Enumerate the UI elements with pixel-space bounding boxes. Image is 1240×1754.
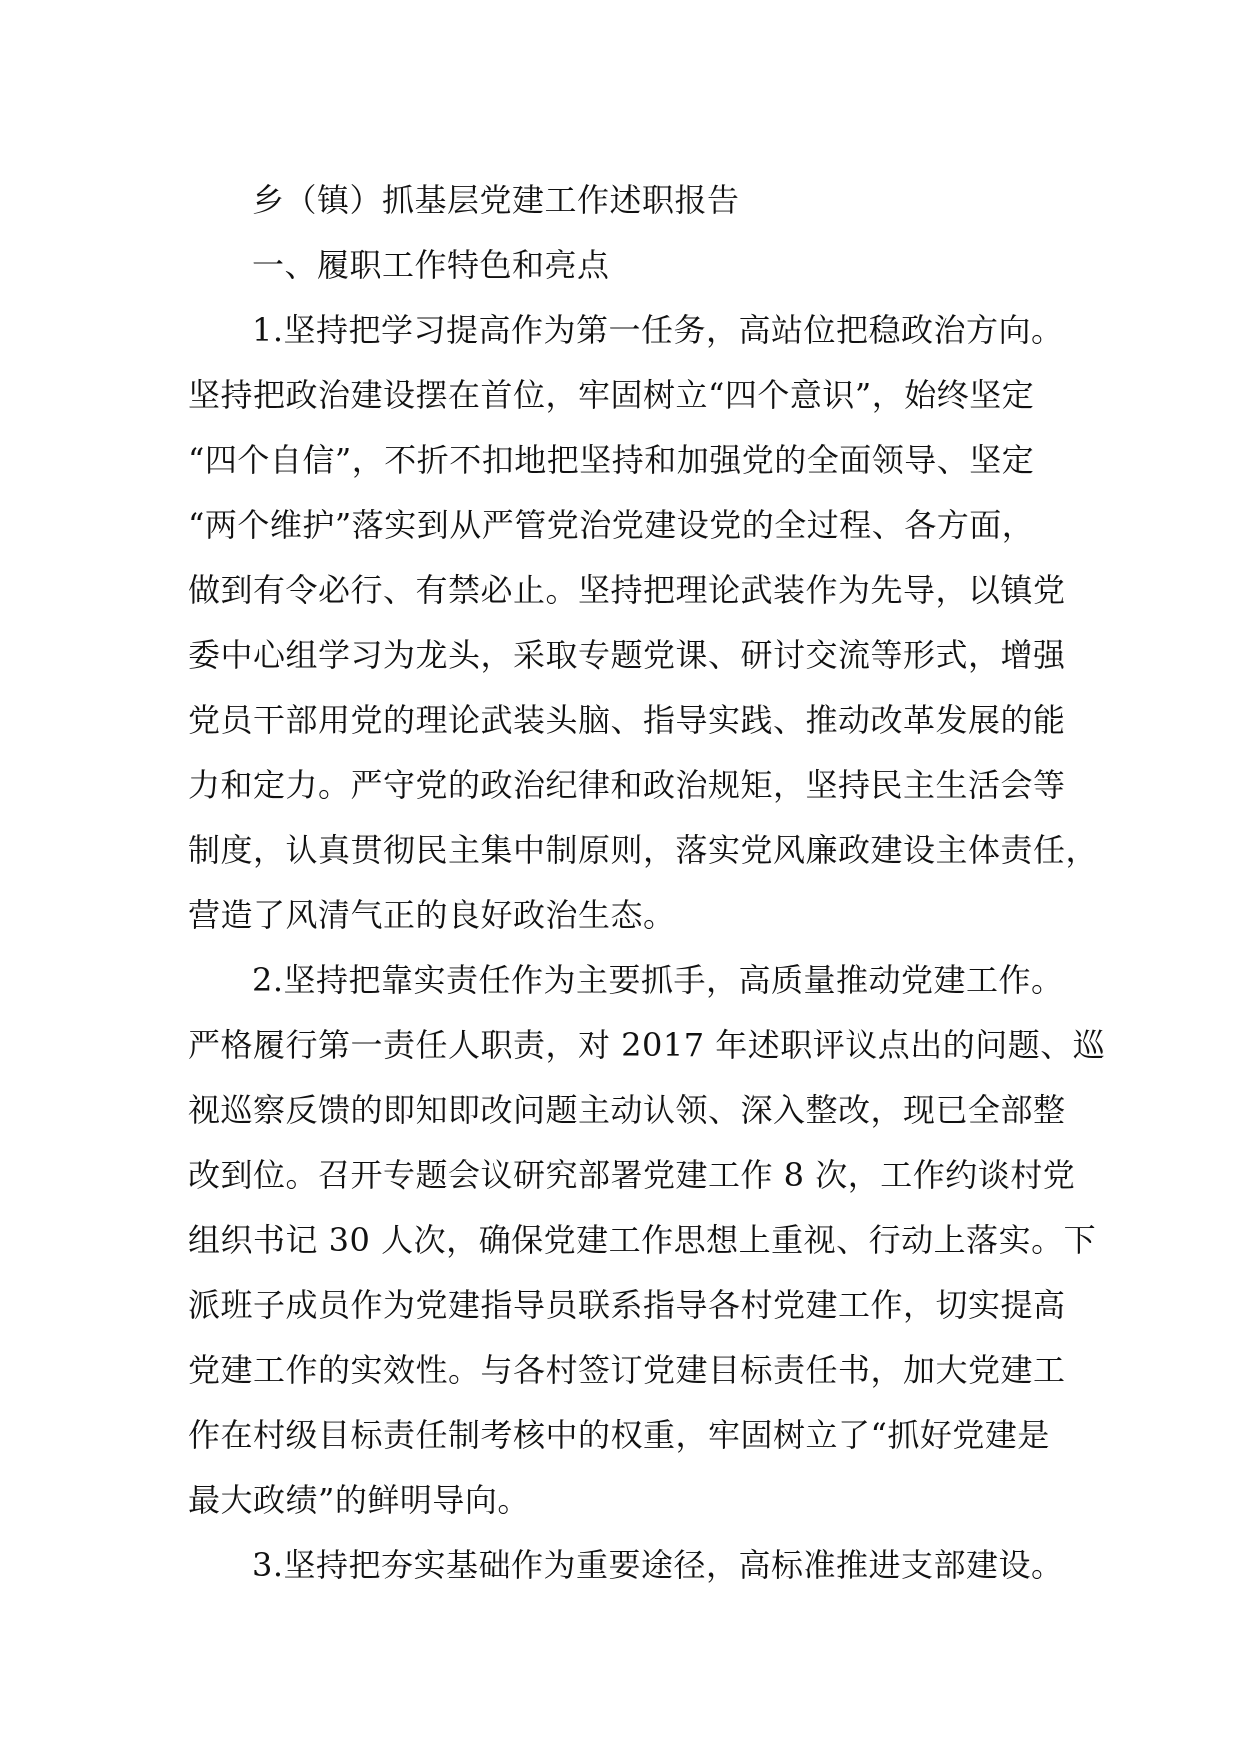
section-heading: 一、履职工作特色和亮点 bbox=[252, 246, 610, 284]
paragraph-line: 1.坚持把学习提高作为第一任务，高站位把稳政治方向。 bbox=[252, 311, 1064, 349]
paragraph-line: 作在村级目标责任制考核中的权重，牢固树立了“抓好党建是 bbox=[188, 1416, 1050, 1454]
paragraph-1 bbox=[188, 298, 1099, 948]
paragraph-line: 委中心组学习为龙头，采取专题党课、研讨交流等形式，增强 bbox=[188, 636, 1066, 674]
paragraph-line: 最大政绩”的鲜明导向。 bbox=[188, 1481, 530, 1519]
paragraph-line: 2.坚持把靠实责任作为主要抓手，高质量推动党建工作。 bbox=[252, 961, 1064, 999]
paragraph-line: 党员干部用党的理论武装头脑、指导实践、推动改革发展的能 bbox=[188, 701, 1066, 739]
paragraph-line: 做到有令必行、有禁必止。坚持把理论武装作为先导，以镇党 bbox=[188, 571, 1066, 609]
paragraph-line: 党建工作的实效性。与各村签订党建目标责任书，加大党建工 bbox=[188, 1351, 1066, 1389]
paragraph-line: 坚持把政治建设摆在首位，牢固树立“四个意识”，始终坚定 bbox=[188, 376, 1035, 414]
document-title: 乡（镇）抓基层党建工作述职报告 bbox=[252, 181, 740, 219]
paragraph-line: 严格履行第一责任人职责，对 2017 年述职评议点出的问题、巡 bbox=[188, 1026, 1106, 1064]
paragraph-line: 改到位。召开专题会议研究部署党建工作 8 次，工作约谈村党 bbox=[188, 1156, 1076, 1194]
document-body bbox=[188, 168, 1106, 1598]
paragraph-line: “两个维护”落实到从严管党治党建设党的全过程、各方面， bbox=[188, 506, 1035, 544]
paragraph-3 bbox=[188, 1533, 1074, 1598]
paragraph-line: “四个自信”，不折不扣地把坚持和加强党的全面领导、坚定 bbox=[188, 441, 1035, 479]
paragraph-line: 制度，认真贯彻民主集中制原则，落实党风廉政建设主体责任， bbox=[188, 831, 1099, 869]
paragraph-line: 3.坚持把夯实基础作为重要途径，高标准推进支部建设。 bbox=[252, 1546, 1064, 1584]
paragraph-line: 视巡察反馈的即知即改问题主动认领、深入整改，现已全部整 bbox=[188, 1091, 1066, 1129]
paragraph-line: 组织书记 30 人次，确保党建工作思想上重视、行动上落实。下 bbox=[188, 1221, 1097, 1259]
paragraph-line: 派班子成员作为党建指导员联系指导各村党建工作，切实提高 bbox=[188, 1286, 1066, 1324]
paragraph-line: 营造了风清气正的良好政治生态。 bbox=[188, 896, 676, 934]
paragraph-2 bbox=[188, 948, 1106, 1533]
paragraph-line: 力和定力。严守党的政治纪律和政治规矩，坚持民主生活会等 bbox=[188, 766, 1066, 804]
